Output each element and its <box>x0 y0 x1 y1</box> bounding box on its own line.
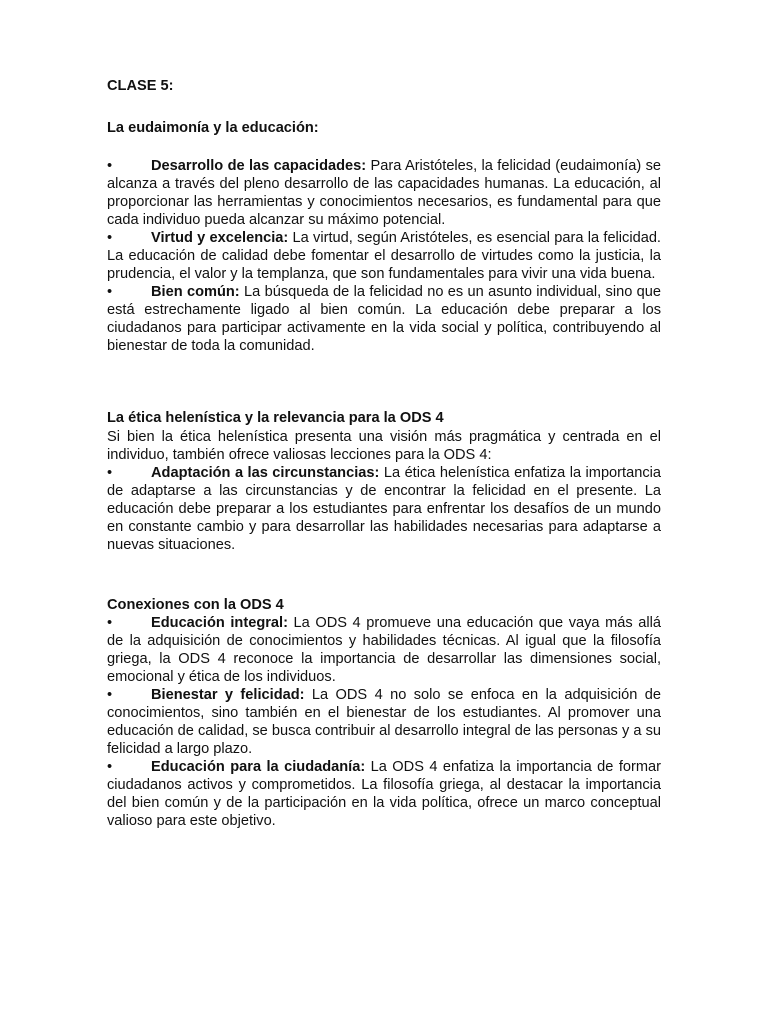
section-heading-connections: Conexiones con la ODS 4 <box>107 597 284 613</box>
item-text: La búsqueda de la felicidad no es un asunto individual, sino que está estrechamente ligado al bien común. La educación debe preparar a los ciudadanos para participar activamente en la vida social y política, contribuyendo al bienestar de toda la comunidad. <box>107 284 662 354</box>
item-term: Adaptación a las circunstancias: <box>151 465 380 481</box>
item-term: Bien común: <box>151 284 240 300</box>
bullet: • <box>107 465 113 481</box>
item-term: Virtud y excelencia: <box>151 230 289 246</box>
item-text: La ODS 4 no solo se enfoca en la adquisición de conocimientos, sino también en el bienestar de los estudiantes. Al promover una educación de calidad, se busca contribuir al desarrollo integral de las personas y a su felicidad a largo plazo. <box>107 687 661 757</box>
section-list-eudaimonia <box>107 157 661 355</box>
item-text: Para Aristóteles, la felicidad (eudaimonía) se alcanza a través del pleno desarrollo de las capacidades humanas. La educación, al proporcionar las herramientas y conocimientos necesarios, es fundamental para que cada individuo pueda alcanzar su máximo potencial. <box>107 158 662 228</box>
bullet: • <box>107 284 113 300</box>
list-item <box>107 758 661 830</box>
list-item <box>107 229 661 283</box>
bullet: • <box>107 158 113 174</box>
item-term: Educación para la ciudadanía: <box>151 759 366 775</box>
list-item <box>107 283 661 355</box>
bullet: • <box>107 230 113 246</box>
item-text: La virtud, según Aristóteles, es esencial para la felicidad. La educación de calidad debe fomentar el desarrollo de virtudes como la justicia, la prudencia, el valor y la templanza, que son fundamentales para vivir una vida buena. <box>107 230 661 282</box>
section-heading-hellenistic: La ética helenística y la relevancia para la ODS 4 <box>107 410 444 426</box>
section-heading-eudaimonia: La eudaimonía y la educación: <box>107 120 319 136</box>
list-item <box>107 686 661 758</box>
item-term: Educación integral: <box>151 615 288 631</box>
item-text: La ODS 4 enfatiza la importancia de formar ciudadanos activos y comprometidos. La filosofía griega, al destacar la importancia del bien común y de la participación en la vida política, ofrece un marco conceptual valioso para este objetivo. <box>107 759 661 829</box>
section-list-connections <box>107 614 661 830</box>
section-intro: Si bien la ética helenística presenta una visión más pragmática y centrada en el individuo, también ofrece valiosas lecciones para la ODS 4: <box>107 429 661 463</box>
item-term: Bienestar y felicidad: <box>151 687 305 703</box>
list-item <box>107 157 661 229</box>
list-item <box>107 464 661 554</box>
document-title: CLASE 5: <box>107 78 174 94</box>
bullet: • <box>107 687 113 703</box>
item-term: Desarrollo de las capacidades: <box>151 158 367 174</box>
item-text: La ética helenística enfatiza la importancia de adaptarse a las circunstancias y de encontrar la felicidad en el presente. La educación debe preparar a los estudiantes para enfrentar los desafíos de un mundo en constante cambio y para desarrollar las habilidades necesarias para adaptarse a nuevas situaciones. <box>107 465 661 553</box>
bullet: • <box>107 759 113 775</box>
section-body-hellenistic <box>107 428 661 554</box>
list-item <box>107 614 661 686</box>
bullet: • <box>107 615 113 631</box>
item-text: La ODS 4 promueve una educación que vaya más allá de la adquisición de conocimientos y habilidades técnicas. Al igual que la filosofía griega, la ODS 4 reconoce la importancia de desarrollar las dimensiones social, emocional y ética de los individuos. <box>107 615 661 685</box>
